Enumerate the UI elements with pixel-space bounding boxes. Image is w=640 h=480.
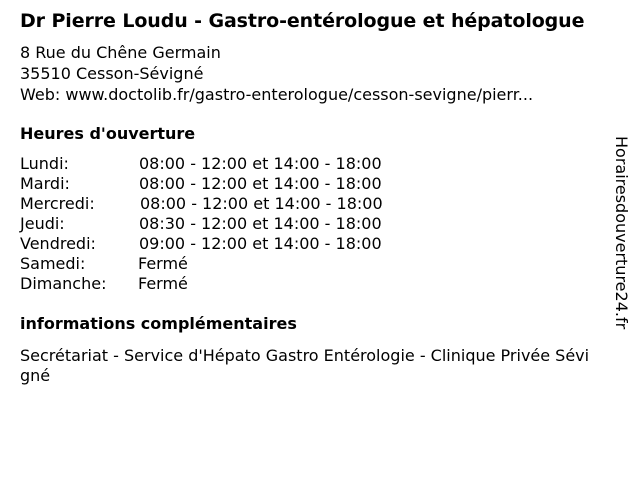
time-value: Fermé [138,254,188,273]
day-label: Samedi: [20,254,86,273]
day-label: Mercredi: [20,194,95,213]
opening-hours-heading: Heures d'ouverture [20,124,196,143]
day-label: Mardi: [20,174,70,193]
time-value: 08:00 - 12:00 et 14:00 - 18:00 [139,154,382,173]
additional-info-heading: informations complémentaires [20,314,297,333]
additional-info-text: Secrétariat - Service d'Hépato Gastro Entérologie - Clinique Privée Sévigné [20,346,590,385]
time-value: 09:00 - 12:00 et 14:00 - 18:00 [139,234,382,253]
address-city: 35510 Cesson-Sévigné [20,64,204,83]
vertical-brand-label: Horairesdouverture24.fr [612,136,631,330]
website-line: Web: www.doctolib.fr/gastro-enterologue/cesson-sevigne/pierr... [20,85,534,104]
day-label: Lundi: [20,154,69,173]
time-value: 08:00 - 12:00 et 14:00 - 18:00 [140,194,383,213]
time-value: 08:00 - 12:00 et 14:00 - 18:00 [139,174,382,193]
time-value: 08:30 - 12:00 et 14:00 - 18:00 [139,214,382,233]
day-label: Vendredi: [20,234,96,253]
day-label: Jeudi: [20,214,65,233]
address-street: 8 Rue du Chêne Germain [20,43,221,62]
page-title: Dr Pierre Loudu - Gastro-entérologue et hépatologue [20,10,585,32]
time-value: Fermé [138,274,188,293]
day-label: Dimanche: [20,274,107,293]
